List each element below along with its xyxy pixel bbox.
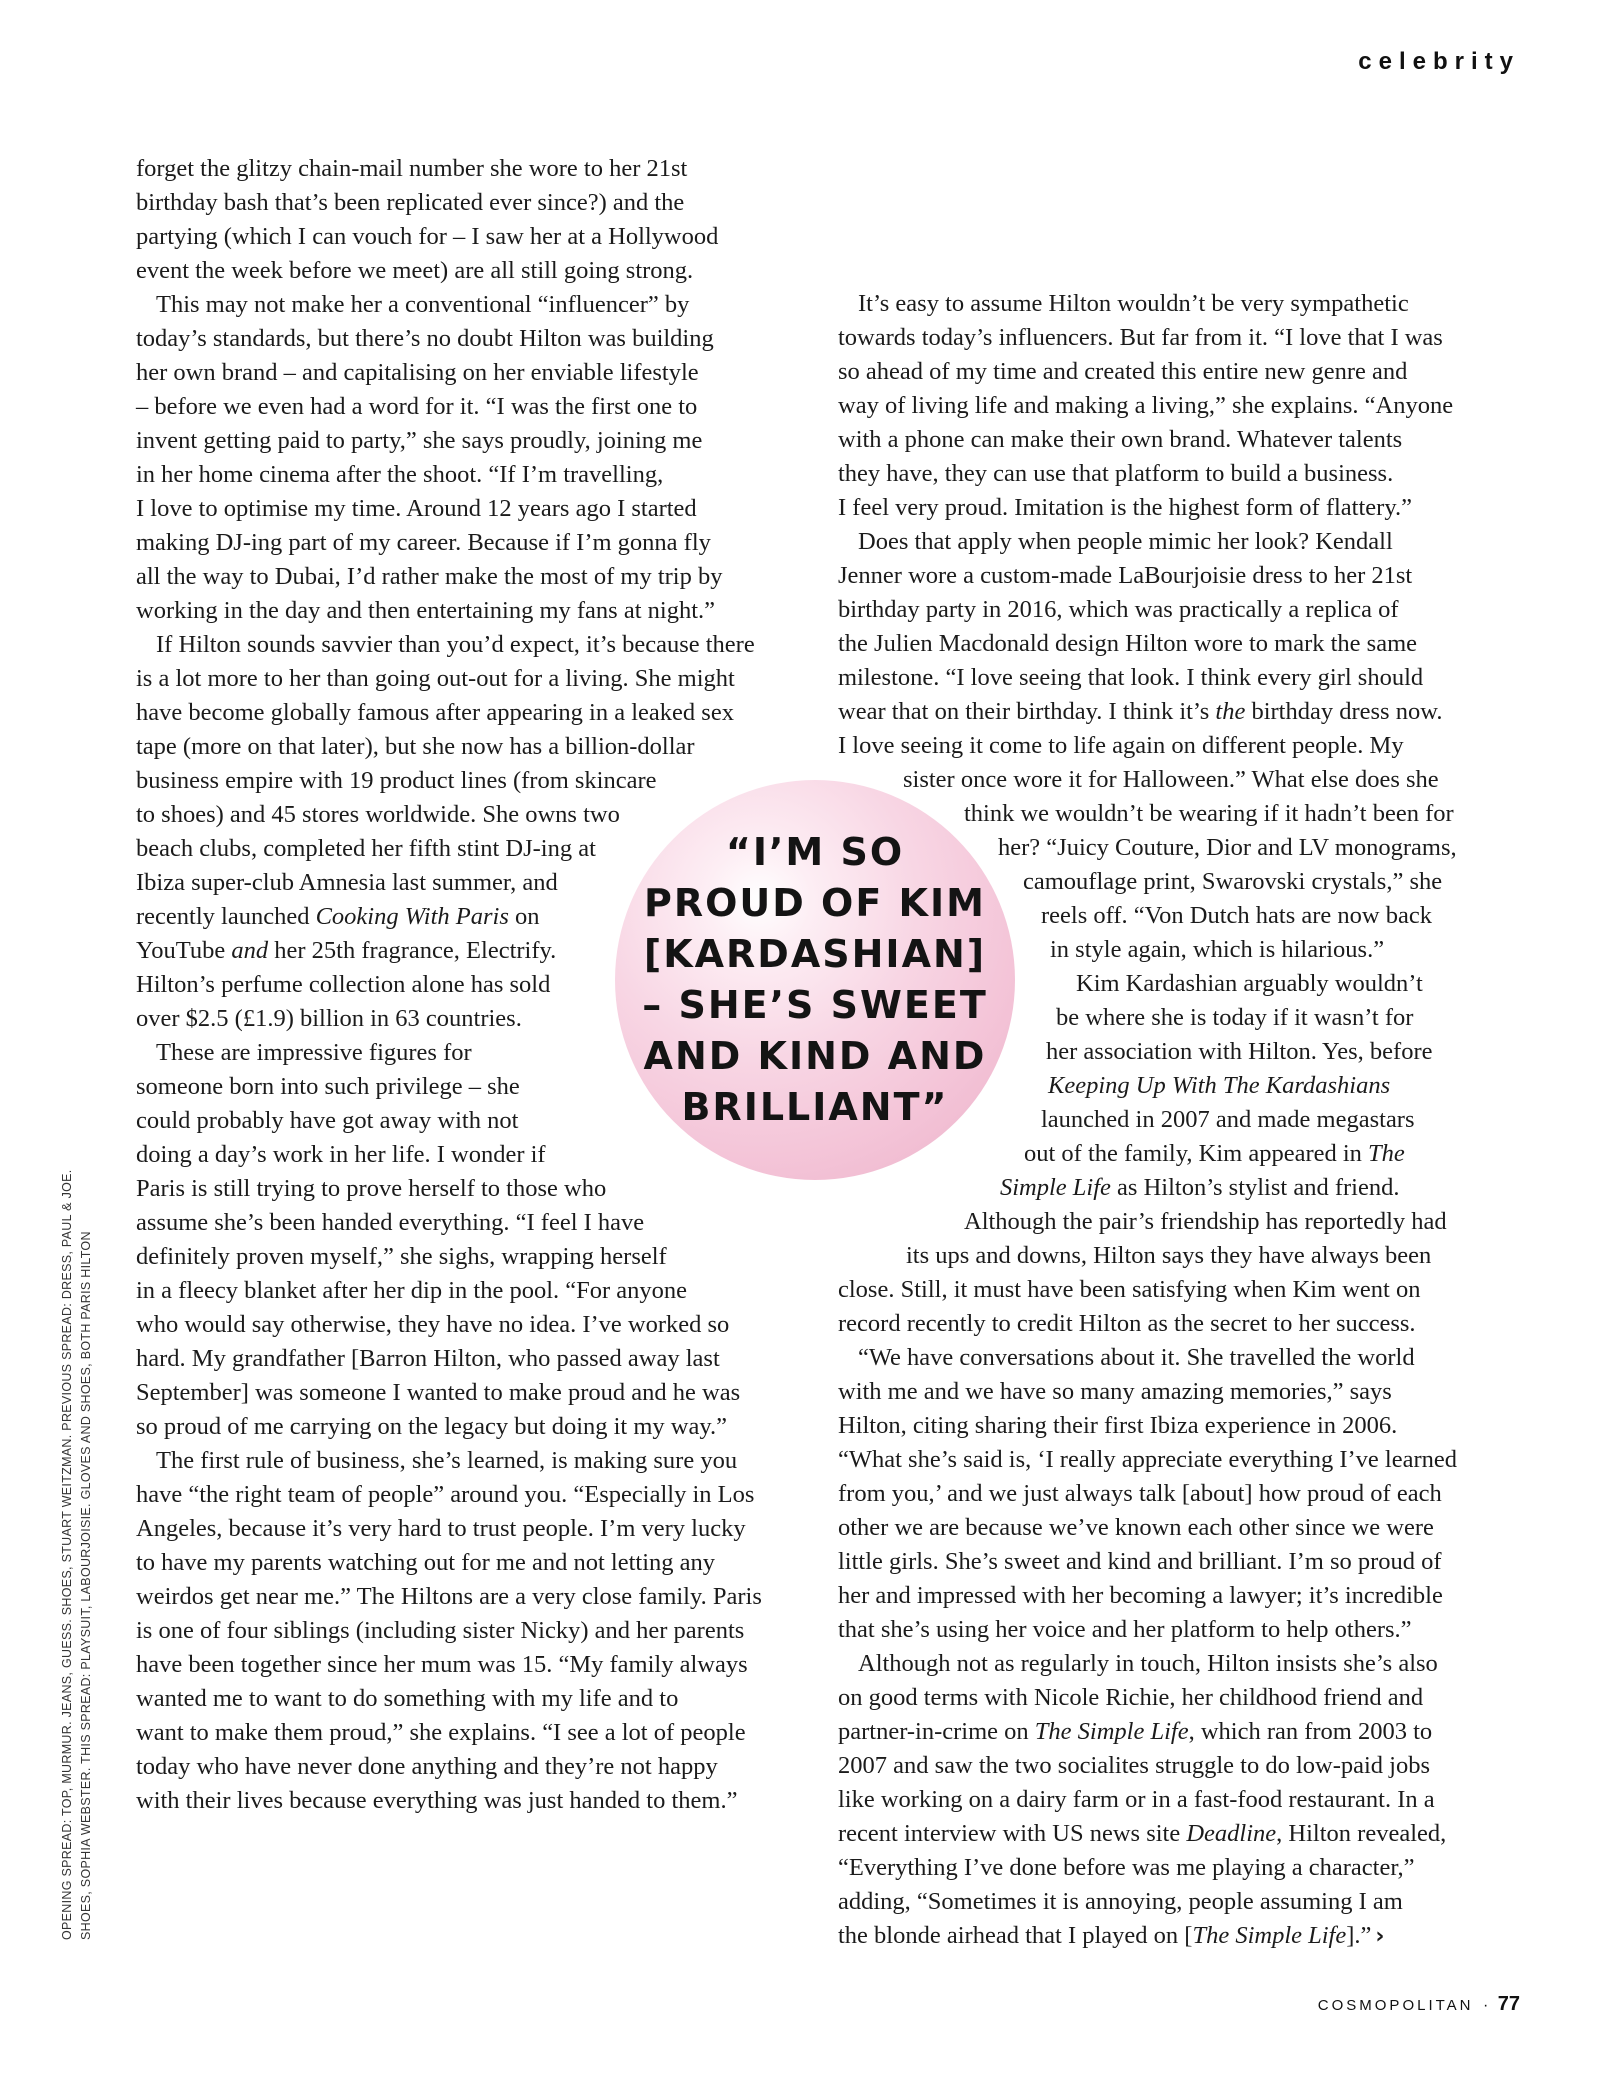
text-run: birthday bash that’s been replicated ever since?) and the [136,189,685,216]
body-text-line [1076,967,1423,1001]
body-text-line [136,322,714,356]
text-run: This may not make her a conventional “influencer” by [156,291,690,318]
body-text-line [136,1750,718,1784]
body-text-line [838,1579,1443,1613]
body-text-line [136,934,556,968]
italic-title: Cooking With Paris [315,903,509,930]
text-run: It’s easy to assume Hilton wouldn’t be very sympathetic [858,290,1409,317]
body-text-line [838,627,1417,661]
text-run: with their lives because everything was just handed to them.” [136,1787,738,1814]
text-run: hard. My grandfather [Barron Hilton, who passed away last [136,1345,720,1372]
text-run: all the way to Dubai, I’d rather make the most of my trip by [136,563,723,590]
text-run: business empire with 19 product lines (from skincare [136,767,657,794]
body-text-line [1023,865,1442,899]
body-text-line [156,1036,472,1070]
text-run: on [508,903,540,930]
text-run: have “the right team of people” around you. “Especially in Los [136,1481,755,1508]
italic-title: the [1215,698,1246,725]
body-text-line [906,1239,1431,1273]
body-text-line [136,1784,737,1818]
text-run: I feel very proud. Imitation is the highest form of flattery.” [838,494,1412,521]
text-run: want to make them proud,” she explains. “I see a lot of people [136,1719,746,1746]
body-text-line [136,1546,715,1580]
body-text-line [136,1682,678,1716]
body-text-line [838,491,1412,525]
body-text-line [838,729,1404,763]
text-run: the Julien Macdonald design Hilton wore to mark the same [838,630,1418,657]
body-text-line [136,1512,746,1546]
text-run: towards today’s influencers. But far from it. “I love that I was [838,324,1443,351]
body-text-line [1024,1137,1405,1171]
text-run: with me and we have so many amazing memories,” says [838,1378,1392,1405]
body-text-line [136,220,718,254]
body-text-line [136,424,702,458]
text-run: as Hilton’s stylist and friend. [1110,1174,1400,1201]
text-run: Jenner wore a custom-made LaBourjoisie dress to her 21st [838,562,1413,589]
body-text-line [136,696,734,730]
text-run: is a lot more to her than going out-out for a living. She might [136,665,735,692]
text-run: ].” [1346,1922,1372,1949]
page-number: 77 [1497,1993,1520,2015]
body-text-line [136,526,711,560]
text-run: in style again, which is hilarious.” [1050,936,1385,963]
text-run: close. Still, it must have been satisfying when Kim went on [838,1276,1421,1303]
body-text-line [136,1614,744,1648]
text-run: Although the pair’s friendship has reportedly had [964,1208,1447,1235]
body-text-line [838,1885,1403,1919]
text-run: Although not as regularly in touch, Hilton insists she’s also [858,1650,1438,1677]
body-text-line [136,968,550,1002]
body-text-line [838,695,1442,729]
text-run: launched in 2007 and made megastars [1041,1106,1415,1133]
body-text-line [838,1817,1446,1851]
italic-title: Simple Life [1000,1174,1111,1201]
text-run: Hilton, citing sharing their first Ibiza experience in 2006. [838,1412,1398,1439]
text-run: they have, they can use that platform to build a business. [838,460,1394,487]
text-run: little girls. She’s sweet and kind and brilliant. I’m so proud of [838,1548,1442,1575]
body-text-line [136,1580,762,1614]
body-text-line [136,152,687,186]
text-run: the blonde airhead that I played on [ [838,1922,1193,1949]
text-run: have become globally famous after appearing in a leaked sex [136,699,734,726]
body-text-line [1041,899,1432,933]
text-run: tape (more on that later), but she now has a billion-dollar [136,733,695,760]
text-run: be where she is today if it wasn’t for [1056,1004,1414,1031]
text-run: from you,’ and we just always talk [about] how proud of each [838,1480,1442,1507]
text-run: “Everything I’ve done before was me playing a character,” [838,1854,1415,1881]
body-text-line [838,1443,1457,1477]
body-text-line [1041,1103,1415,1137]
body-text-line [136,1274,687,1308]
text-run: way of living life and making a living,” she explains. “Anyone [838,392,1454,419]
text-run: in her home cinema after the shoot. “If I’m travelling, [136,461,664,488]
text-run: wear that on their birthday. I think it’s [838,698,1216,725]
body-text-line [838,1375,1392,1409]
text-run: , Hilton revealed, [1276,1820,1447,1847]
body-text-line [136,1104,518,1138]
body-text-line [136,186,684,220]
text-run: adding, “Sometimes it is annoying, people assuming I am [838,1888,1403,1915]
text-run: on good terms with Nicole Richie, her childhood friend and [838,1684,1424,1711]
body-text-line [136,390,697,424]
body-text-line [136,1240,667,1274]
text-run: in a fleecy blanket after her dip in the pool. “For anyone [136,1277,688,1304]
pull-quote-text: “I’M SO PROUD OF KIM [KARDASHIAN] – SHE’S SWEET AND KIND AND BRILLIANT” [642,830,988,1129]
italic-title: The Simple Life [1034,1718,1189,1745]
body-text-line [136,1716,746,1750]
page-footer [1318,1993,1520,2016]
body-text-line [136,730,695,764]
body-text-line [1048,1069,1390,1103]
body-text-line [903,763,1439,797]
body-text-line [838,1681,1423,1715]
body-text-line [136,1648,748,1682]
text-run: record recently to credit Hilton as the secret to her success. [838,1310,1416,1337]
body-text-line [858,1341,1415,1375]
photo-credits [58,1169,96,1940]
text-run: her association with Hilton. Yes, before [1046,1038,1433,1065]
body-text-line [136,900,540,934]
body-text-line [136,1172,606,1206]
body-text-line [838,1919,1384,1954]
text-run: Angeles, because it’s very hard to trust people. I’m very lucky [136,1515,746,1542]
body-text-line [136,1376,740,1410]
text-run: its ups and downs, Hilton says they have always been [906,1242,1432,1269]
body-text-line [838,1749,1430,1783]
body-text-line [156,1444,737,1478]
text-run: who would say otherwise, they have no idea. I’ve worked so [136,1311,730,1338]
body-text-line [136,594,715,628]
text-run: , which ran from 2003 to [1188,1718,1433,1745]
text-run: birthday party in 2016, which was practically a replica of [838,596,1399,623]
body-text-line [136,1206,644,1240]
body-text-line [858,287,1409,321]
body-text-line [838,1511,1434,1545]
text-run: her 25th fragrance, Electrify. [268,937,557,964]
body-text-line [136,1410,727,1444]
italic-title: Keeping Up With The Kardashians [1048,1072,1391,1099]
body-text-line [838,1851,1415,1885]
text-run: “We have conversations about it. She travelled the world [858,1344,1415,1371]
text-run: Does that apply when people mimic her look? Kendall [858,528,1393,555]
text-run: These are impressive figures for [156,1039,472,1066]
body-text-line [136,1138,546,1172]
body-text-line [136,356,699,390]
text-run: out of the family, Kim appeared in [1024,1140,1369,1167]
italic-title: and [231,937,269,964]
text-run: weirdos get near me.” The Hiltons are a very close family. Paris [136,1583,762,1610]
italic-title: Deadline [1186,1820,1277,1847]
body-text-line [838,389,1453,423]
text-run: milestone. “I love seeing that look. I think every girl should [838,664,1424,691]
italic-title: The [1368,1140,1405,1167]
body-text-line [858,525,1393,559]
body-text-line [136,560,722,594]
text-run: wanted me to want to do something with my life and to [136,1685,679,1712]
text-run: today who have never done anything and they’re not happy [136,1753,718,1780]
body-text-line [136,798,620,832]
body-text-line [838,1545,1442,1579]
text-run: think we wouldn’t be wearing if it hadn’t been for [964,800,1454,827]
text-run: invent getting paid to party,” she says proudly, joining me [136,427,703,454]
section-label: celebrity [1358,48,1520,75]
body-text-line [838,1613,1412,1647]
body-text-line [838,321,1443,355]
text-run: other we are because we’ve known each other since we were [838,1514,1434,1541]
text-run: I love to optimise my time. Around 12 years ago I started [136,495,697,522]
text-run: I love seeing it come to life again on different people. My [838,732,1404,759]
text-run: The first rule of business, she’s learned, is making sure you [156,1447,738,1474]
text-run: today’s standards, but there’s no doubt Hilton was building [136,325,714,352]
text-run: reels off. “Von Dutch hats are now back [1041,902,1432,929]
body-text-line [136,254,693,288]
body-text-line [136,662,735,696]
text-run: someone born into such privilege – she [136,1073,520,1100]
body-text-line [838,423,1402,457]
text-run: Ibiza super-club Amnesia last summer, and [136,869,558,896]
credit-line: OPENING SPREAD: TOP, MURMUR. JEANS, GUESS. SHOES, STUART WEITZMAN. PREVIOUS SPREAD: DRESS, PAUL & JOE. [60,1169,74,1940]
text-run: is one of four siblings (including sister Nicky) and her parents [136,1617,745,1644]
body-text-line [156,628,755,662]
text-run: her and impressed with her becoming a lawyer; it’s incredible [838,1582,1443,1609]
body-text-line [838,355,1407,389]
body-text-line [838,1715,1432,1749]
text-run: Kim Kardashian arguably wouldn’t [1076,970,1423,997]
text-run: like working on a dairy farm or in a fast-food restaurant. In a [838,1786,1435,1813]
footer-separator: · [1482,1997,1489,2014]
text-run: doing a day’s work in her life. I wonder if [136,1141,546,1168]
body-text-line [136,832,596,866]
text-run: 2007 and saw the two socialites struggle to do low-paid jobs [838,1752,1430,1779]
text-run: September] was someone I wanted to make proud and he was [136,1379,741,1406]
body-text-line [838,661,1423,695]
text-run: with a phone can make their own brand. Whatever talents [838,426,1403,453]
text-run: Paris is still trying to prove herself to those who [136,1175,607,1202]
text-run: YouTube [136,937,232,964]
body-text-line [136,458,663,492]
text-run: forget the glitzy chain-mail number she wore to her 21st [136,155,688,182]
text-run: over $2.5 (£1.9) billion in 63 countries. [136,1005,522,1032]
text-run: recently launched [136,903,316,930]
body-text-line [136,1478,754,1512]
pull-quote-bubble [615,780,1015,1180]
text-run: assume she’s been handed everything. “I feel I have [136,1209,645,1236]
text-run: working in the day and then entertaining my fans at night.” [136,597,716,624]
body-text-line [858,1647,1438,1681]
text-run: her own brand – and capitalising on her enviable lifestyle [136,359,699,386]
body-text-line [136,1070,520,1104]
credit-line: SHOES, SOPHIA WEBSTER. THIS SPREAD: PLAYSUIT, LABOURJOISIE. GLOVES AND SHOES, BOTH PARIS HILTON [79,1231,93,1940]
text-run: If Hilton sounds savvier than you’d expect, it’s because there [156,631,755,658]
text-run: her? “Juicy Couture, Dior and LV monograms, [998,834,1457,861]
body-text-line [838,457,1393,491]
text-run: so proud of me carrying on the legacy but doing it my way.” [136,1413,728,1440]
body-text-line [136,866,558,900]
text-run: partying (which I can vouch for – I saw her at a Hollywood [136,223,719,250]
text-run: – before we even had a word for it. “I was the first one to [136,393,698,420]
body-text-line [1000,1171,1399,1205]
text-run: could probably have got away with not [136,1107,519,1134]
body-text-line [838,1273,1420,1307]
body-text-line [136,1342,720,1376]
text-run: beach clubs, completed her fifth stint DJ-ing at [136,835,596,862]
body-text-line [838,1307,1416,1341]
body-text-line [838,559,1412,593]
body-text-line [964,1205,1447,1239]
body-text-line [1056,1001,1413,1035]
text-run: that she’s using her voice and her platform to help others.” [838,1616,1412,1643]
text-run: making DJ-ing part of my career. Because if I’m gonna fly [136,529,711,556]
body-text-line [136,764,657,798]
text-run: have been together since her mum was 15. “My family always [136,1651,748,1678]
body-text-line [136,492,697,526]
body-text-line [838,1477,1442,1511]
text-run: partner-in-crime on [838,1718,1035,1745]
continue-arrow-icon: › [1375,1924,1385,1949]
body-text-line [1046,1035,1433,1069]
text-run: sister once wore it for Halloween.” What else does she [903,766,1439,793]
text-run: “What she’s said is, ‘I really appreciate everything I’ve learned [838,1446,1458,1473]
body-text-line [136,1002,522,1036]
body-text-line [838,1409,1397,1443]
text-run: recent interview with US news site [838,1820,1187,1847]
text-run: so ahead of my time and created this entire new genre and [838,358,1408,385]
body-text-line [1050,933,1384,967]
text-run: Hilton’s perfume collection alone has sold [136,971,551,998]
body-text-line [156,288,689,322]
text-run: to have my parents watching out for me and not letting any [136,1549,716,1576]
body-text-line [136,1308,729,1342]
text-run: camouflage print, Swarovski crystals,” she [1023,868,1443,895]
italic-title: The Simple Life [1192,1922,1347,1949]
text-run: definitely proven myself,” she sighs, wrapping herself [136,1243,667,1270]
text-run: event the week before we meet) are all still going strong. [136,257,694,284]
body-text-line [838,593,1399,627]
body-text-line [964,797,1454,831]
text-run: birthday dress now. [1245,698,1443,725]
body-text-line [838,1783,1435,1817]
body-text-line [998,831,1457,865]
magazine-name: COSMOPOLITAN [1317,1997,1474,2014]
text-run: to shoes) and 45 stores worldwide. She owns two [136,801,620,828]
